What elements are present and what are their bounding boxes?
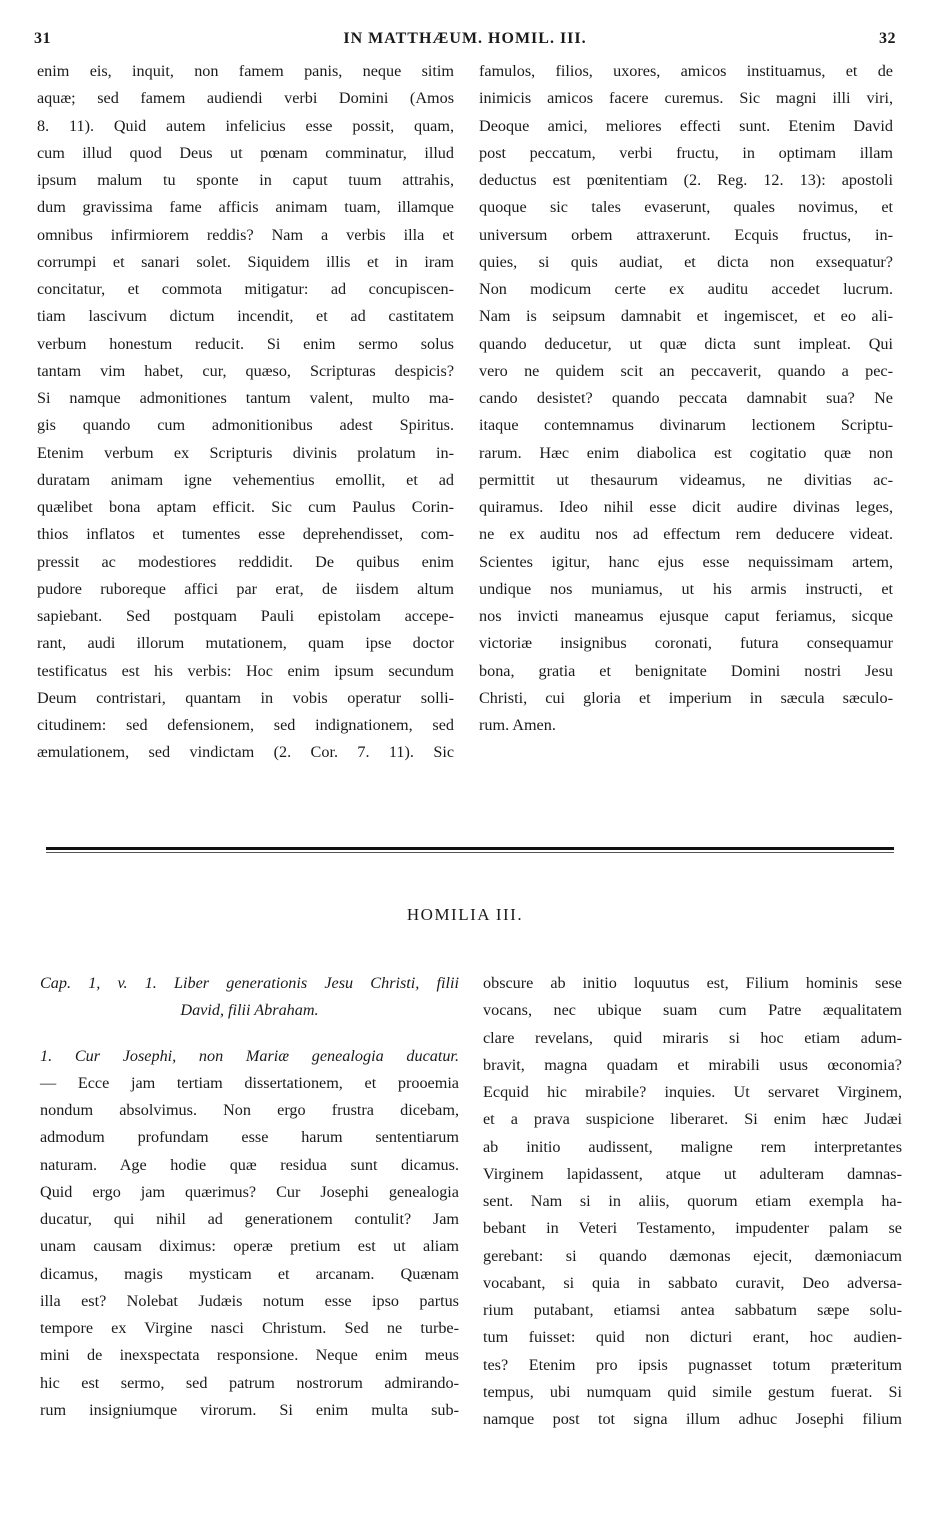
text-line: tiam lascivum dictum incendit, et ad castitatem (37, 307, 454, 326)
text-line: rarum. Hæc enim diabolica est cogitatio quæ non (479, 443, 893, 462)
text-line: quies, si quis audiat, et dicta non exsequatur? (479, 252, 893, 271)
text-line: gerebant: si quando dæmonas ejecit, dæmoniacum (483, 1246, 902, 1265)
text-line: concitatur, et commota mitigatur: ad concupiscen- (37, 280, 454, 298)
text-line: famulos, filios, uxores, amicos instituamus, et de (479, 62, 893, 80)
text-line: tantam vim habet, cur, quæso, Scripturas despicis? (37, 361, 454, 380)
text-line: pudore ruboreque affici par erat, de iisdem altum (37, 579, 454, 598)
text-line: cum illud quod Deus ut pœnam comminatur, illud (37, 143, 454, 162)
running-title: IN MATTHÆUM. HOMIL. III. (343, 30, 587, 47)
text-column-bottom-left (40, 970, 459, 1424)
text-line: bravit, magna quadam et mirabili usus œconomia? (483, 1055, 902, 1074)
text-line: corrumpi et sanari solet. Siquidem illis et in iram (37, 252, 454, 271)
text-line: rant, audi illorum mutationem, quam ipse doctor (37, 634, 454, 653)
text-line: tum fuisset: quid non dicturi erant, hoc audien- (483, 1328, 902, 1347)
text-line: gis quando cum admonitionibus adest Spiritus. (37, 416, 454, 435)
text-line: ne ex auditu nos ad effectum rem deducere videat. (479, 525, 893, 544)
text-line: aquæ; sed famem audiendi verbi Domini (Amos (37, 89, 454, 108)
text-line: thios inflatos et tumentes esse deprehendisset, com- (37, 525, 454, 544)
text-line: vocans, nec ubique suam cum Patre æqualitatem (483, 1001, 902, 1020)
text-line: dicamus, magis mysticam et arcanam. Quænam (40, 1264, 459, 1283)
text-line: rum insigniumque virorum. Si enim multa sub- (40, 1400, 459, 1419)
text-line: vero ne quidem scit an peccaverit, quando a pec- (479, 361, 893, 380)
text-line: omnibus infirmiorem reddis? Nam a verbis illa et (37, 225, 454, 244)
text-line: bebant in Veteri Testamento, impudenter palam se (483, 1219, 902, 1238)
running-header (34, 30, 896, 54)
text-line: quiramus. Ideo nihil esse dicit audire divinas leges, (479, 498, 893, 516)
text-line: nos invicti maneamus ejusque caput feriamus, sicque (479, 607, 893, 625)
text-line: æmulationem, sed vindictam (2. Cor. 7. 11). Sic (37, 743, 454, 762)
text-column-top-right (479, 58, 893, 739)
text-line: quando deducetur, ut quæ dicta sunt impleat. Qui (479, 334, 893, 353)
text-line: Ecquid hic mirabile? inquies. Ut servaret Virginem, (483, 1083, 902, 1101)
text-line: namque post tot signa illum adhuc Josephi filium (483, 1410, 902, 1428)
text-line: admodum profundam esse harum sententiarum (40, 1128, 459, 1147)
text-line: Quid ergo jam quærimus? Cur Josephi genealogia (40, 1182, 459, 1201)
text-line: vocabant, si quia in sabbato curavit, Deo adversa- (483, 1273, 902, 1292)
text-line: Christi, cui gloria et imperium in sæcula sæculo- (479, 688, 893, 707)
text-line: ducatur, qui nihil ad generationem contulit? Jam (40, 1210, 459, 1228)
text-line: 8. 11). Quid autem infelicius esse possit, quam, (37, 116, 454, 135)
text-line: sapiebant. Sed postquam Pauli epistolam accepe- (37, 607, 454, 625)
text-line: illa est? Nolebat Judæis notum esse ipso partus (40, 1291, 459, 1310)
text-line: unam causam diximus: operæ pretium est ut aliam (40, 1237, 459, 1256)
text-line: permittit ut thesaurum videamus, ne divitias ac- (479, 470, 893, 489)
text-line: ipsum malum tu sponte in caput tuum attrahis, (37, 171, 454, 189)
text-line: cando desistet? quando peccata damnabit sua? Ne (479, 389, 893, 407)
page-number-left: 31 (34, 30, 51, 47)
text-line: post peccatum, verbi fructu, in optimam illam (479, 143, 893, 162)
text-line: Nam is seipsum damnabit et ingemiscet, et eo ali- (479, 307, 893, 326)
text-line: tempore ex Virgine nasci Christum. Sed ne turbe- (40, 1319, 459, 1337)
text-line: deductus est pœnitentiam (2. Reg. 12. 13): apostoli (479, 171, 893, 189)
text-line: undique nos muniamus, ut his armis instructi, et (479, 579, 893, 598)
text-line: citudinem: sed defensionem, sed indignationem, sed (37, 716, 454, 734)
page-number-right: 32 (879, 30, 896, 47)
text-line: universum orbem attraxerunt. Ecquis fructus, in- (479, 225, 893, 244)
text-line: victoriæ insignibus coronati, futura consequamur (479, 634, 893, 653)
text-line: naturam. Age hodie quæ residua sunt dicamus. (40, 1155, 459, 1174)
text-column-bottom-right (483, 970, 902, 1433)
text-line: dum gravissima fame afficis animam tuam, illamque (37, 198, 454, 217)
text-line: duratam animam igne vehementius emollit, et ad (37, 470, 454, 489)
text-line: enim eis, inquit, non famem panis, neque sitim (37, 62, 454, 80)
text-line: Si namque admonitiones tantum valent, multo ma- (37, 389, 454, 407)
text-line: rum. Amen. (479, 716, 556, 734)
section-heading-line: 1. Cur Josephi, non Mariæ genealogia ducatur. (40, 1046, 459, 1065)
text-line: itaque contemnamus divinarum lectionem Scriptu- (479, 416, 893, 435)
text-line: et a prava suspicione liberaret. Si enim hæc Judæi (483, 1110, 902, 1129)
text-line: clare revelans, quid miraris si hoc etiam adum- (483, 1028, 902, 1047)
text-line: Etenim verbum ex Scripturis divinis prolatum in- (37, 443, 454, 462)
text-line: verbum honestum reducit. Si enim sermo solus (37, 334, 454, 353)
spacer (40, 1025, 459, 1043)
text-line: Non modicum certe ex auditu accedet lucrum. (479, 280, 893, 298)
text-line: tes? Etenim pro ipsis pugnasset totum præteritum (483, 1355, 902, 1374)
text-line: quoque sic tales evaserunt, quales novimus, et (479, 198, 893, 217)
text-line: tempus, ubi numquam quid simile gestum fuerat. Si (483, 1382, 902, 1401)
homily-title: HOMILIA III. (406, 905, 524, 924)
text-line: obscure ab initio loquutus est, Filium hominis sese (483, 974, 902, 992)
text-column-top-left (37, 58, 454, 767)
text-line: Deoque amici, meliores effecti sunt. Etenim David (479, 116, 893, 135)
text-line: sent. Nam si in aliis, quorum etiam exempla ha- (483, 1192, 902, 1210)
text-line: mini de inexspectata responsione. Neque enim meus (40, 1346, 459, 1365)
text-line: hic est sermo, sed patrum nostrorum admirando- (40, 1373, 459, 1392)
text-line: nondum absolvimus. Non ergo frustra dicebam, (40, 1101, 459, 1119)
text-line: ab initio audissent, maligne rem interpretantes (483, 1137, 902, 1156)
text-line: Scientes igitur, hanc ejus esse nequissimam artem, (479, 552, 893, 571)
text-line: bona, gratia et benignitate Domini nostri Jesu (479, 661, 893, 680)
chapter-heading-line: Cap. 1, v. 1. Liber generationis Jesu Christi, filii (40, 974, 459, 992)
text-line: Virginem lapidassent, atque ut adulteram damnas- (483, 1164, 902, 1183)
section-rule-thick (46, 847, 894, 850)
text-line: Deum contristari, quantam in vobis operatur solli- (37, 688, 454, 707)
text-line: inimicis amicos facere curemus. Sic magni illi viri, (479, 89, 893, 108)
text-line: — Ecce jam tertiam dissertationem, et prooemia (40, 1073, 459, 1092)
section-rule-thin (46, 852, 894, 853)
chapter-heading-line: David, filii Abraham. (180, 1001, 319, 1020)
text-line: rium putabant, etiamsi antea sabbatum sæpe solu- (483, 1301, 902, 1319)
text-line: pressit ac modestiores reddidit. De quibus enim (37, 552, 454, 571)
text-line: quælibet bona aptam efficit. Sic cum Paulus Corin- (37, 498, 454, 516)
text-line: testificatus est his verbis: Hoc enim ipsum secundum (37, 661, 454, 680)
